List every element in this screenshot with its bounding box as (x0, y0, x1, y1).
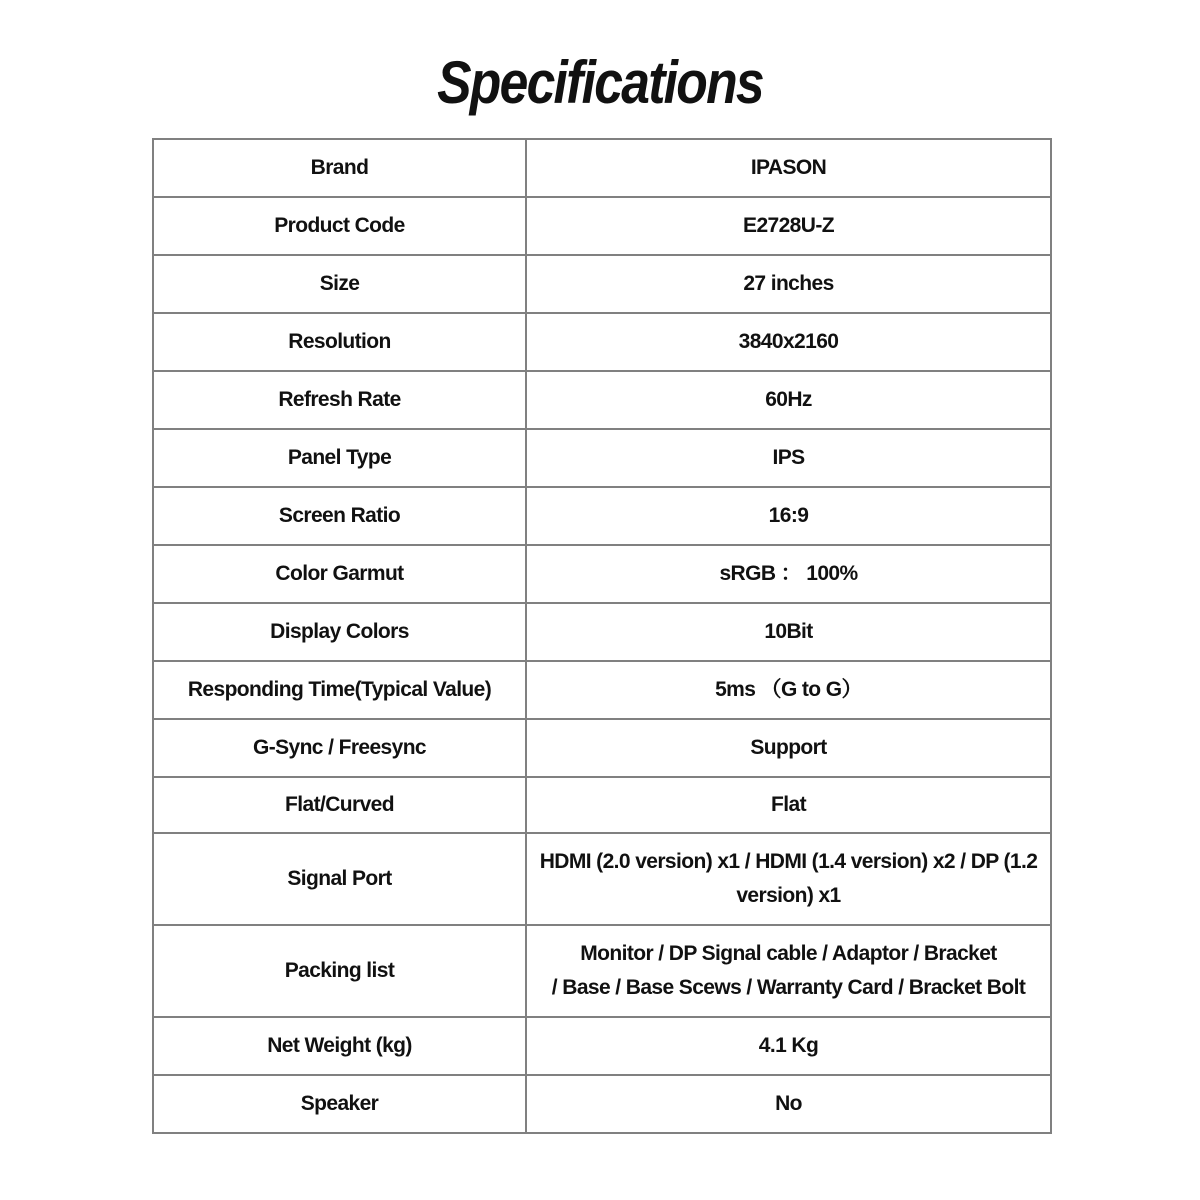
spec-label: Packing list (153, 925, 526, 1017)
spec-label: Flat/Curved (153, 777, 526, 833)
spec-value: 10Bit (526, 603, 1051, 661)
spec-value: sRGB ： 100% (526, 545, 1051, 603)
table-row (153, 1075, 1051, 1133)
spec-label: Brand (153, 139, 526, 197)
spec-value: Flat (526, 777, 1051, 833)
table-row (153, 487, 1051, 545)
table-row (153, 603, 1051, 661)
spec-value: 16:9 (526, 487, 1051, 545)
spec-value: 3840x2160 (526, 313, 1051, 371)
spec-label: Refresh Rate (153, 371, 526, 429)
spec-label: Product Code (153, 197, 526, 255)
table-row (153, 139, 1051, 197)
table-row (153, 429, 1051, 487)
spec-label: Panel Type (153, 429, 526, 487)
spec-label: Responding Time(Typical Value) (153, 661, 526, 719)
specifications-table (152, 138, 1052, 1134)
spec-value: 5ms （G to G） (526, 661, 1051, 719)
spec-value: 4.1 Kg (526, 1017, 1051, 1075)
spec-value: 60Hz (526, 371, 1051, 429)
table-row (153, 661, 1051, 719)
spec-label: Screen Ratio (153, 487, 526, 545)
spec-value: Support (526, 719, 1051, 777)
spec-label: Color Garmut (153, 545, 526, 603)
table-row (153, 197, 1051, 255)
table-row (153, 1017, 1051, 1075)
spec-label: Net Weight (kg) (153, 1017, 526, 1075)
table-row (153, 719, 1051, 777)
spec-label: Signal Port (153, 833, 526, 925)
spec-label: Speaker (153, 1075, 526, 1133)
spec-value: IPS (526, 429, 1051, 487)
table-row (153, 255, 1051, 313)
table-row (153, 371, 1051, 429)
spec-value: HDMI (2.0 version) x1 / HDMI (1.4 version) x2 / DP (1.2 version) x1 (526, 833, 1051, 925)
spec-value: Monitor / DP Signal cable / Adaptor / Bracket / Base / Base Scews / Warranty Card / Bracket Bolt (526, 925, 1051, 1017)
spec-label: Size (153, 255, 526, 313)
table-row (153, 545, 1051, 603)
spec-label: Resolution (153, 313, 526, 371)
table-row (153, 777, 1051, 833)
page-title: Specifications (437, 49, 763, 116)
spec-label: Display Colors (153, 603, 526, 661)
spec-value: No (526, 1075, 1051, 1133)
spec-value: 27 inches (526, 255, 1051, 313)
spec-value: E2728U-Z (526, 197, 1051, 255)
table-row (153, 925, 1051, 1017)
spec-value: IPASON (526, 139, 1051, 197)
spec-label: G-Sync / Freesync (153, 719, 526, 777)
table-row (153, 313, 1051, 371)
table-row (153, 833, 1051, 925)
